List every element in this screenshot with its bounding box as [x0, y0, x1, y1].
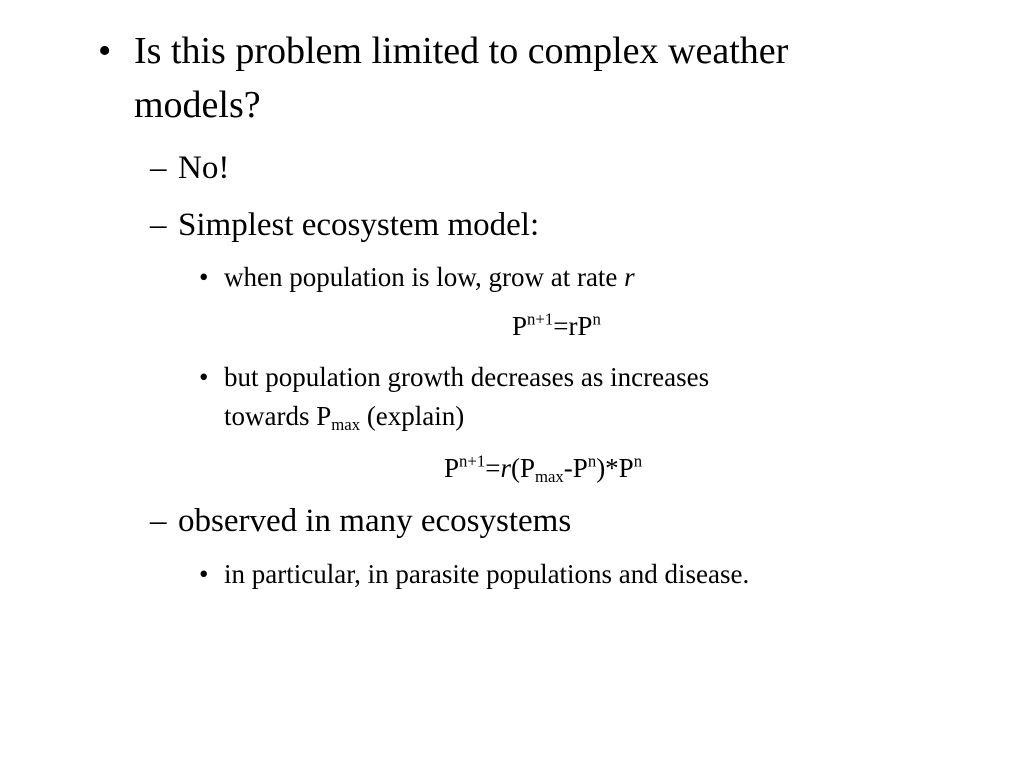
observed-heading: observed in many ecosystems [178, 503, 572, 539]
simplest-model-heading: Simplest ecosystem model: [178, 207, 540, 243]
rate-variable: r [624, 262, 635, 292]
low-population-text: when population is low, grow at rate [224, 262, 625, 292]
dash-marker: – [150, 503, 167, 539]
bullet-marker: • [199, 559, 209, 589]
parasite-note: in particular, in parasite populations and disease. [224, 559, 750, 589]
bullet-marker: • [199, 262, 209, 292]
main-question-line1: Is this problem limited to complex weather [134, 30, 789, 72]
growth-decrease-line2: towards $P_{max}$ (explain) [224, 401, 465, 435]
bullet-marker: • [199, 362, 209, 392]
dash-marker: – [150, 150, 167, 186]
bullet-marker: • [98, 30, 112, 72]
main-question-line2: models? [134, 84, 261, 126]
growth-decrease-line1: but population growth decreases as increases [224, 362, 710, 392]
dash-marker: – [150, 207, 167, 243]
answer-no: No! [178, 150, 230, 186]
low-population-rule [224, 258, 635, 296]
equation-logistic: $P^{n+1}=r(P_{max}-P^n)*P^n$ [444, 451, 643, 487]
equation-growth: $P^{n+1}=rP^n$ [512, 309, 601, 341]
